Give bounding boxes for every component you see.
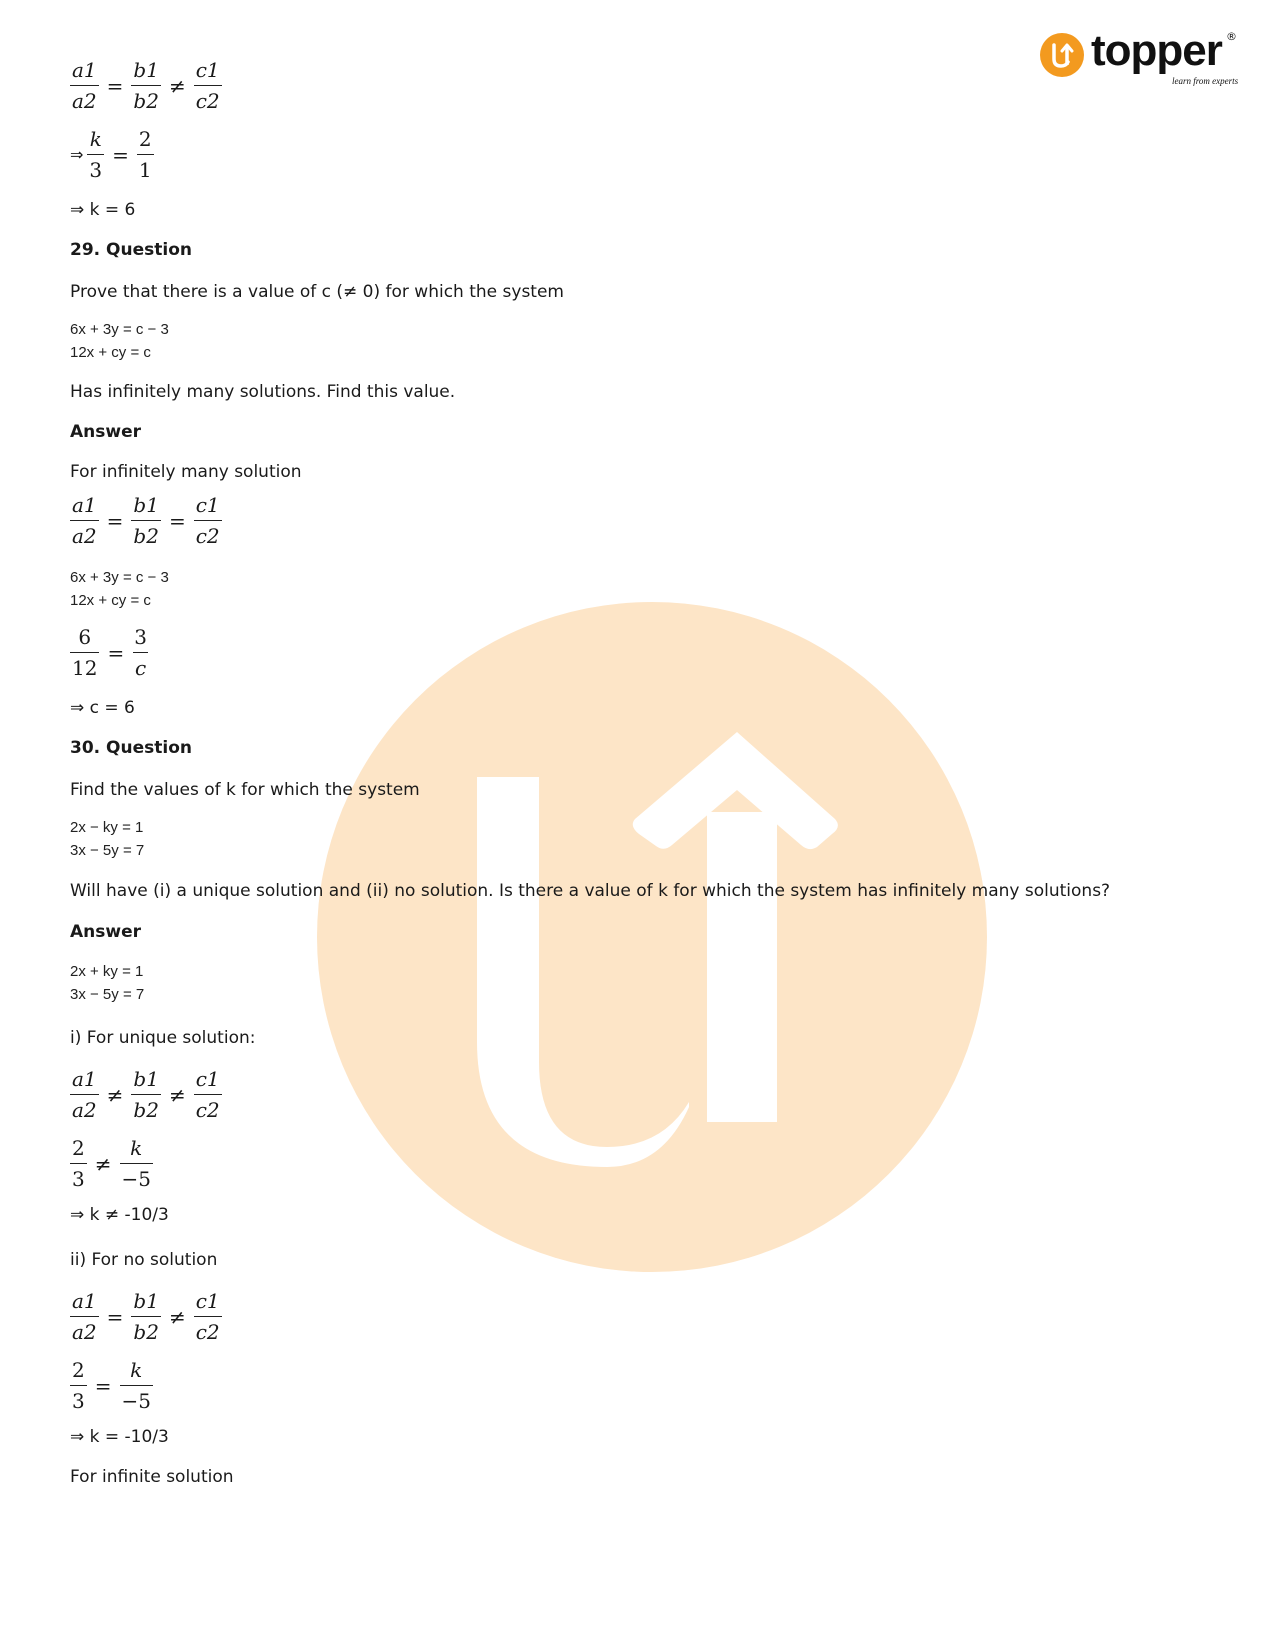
- result-line: ⇒ k = -10/3: [70, 1427, 169, 1447]
- logo-u-icon: [1040, 33, 1084, 77]
- fraction: $\frac{b1}{b2}$: [131, 1286, 161, 1347]
- logo-wordmark: topper: [1091, 26, 1222, 75]
- fraction: $\frac{2}{1}$: [137, 124, 154, 185]
- fraction: $\frac{c1}{c2}$: [194, 55, 222, 116]
- fraction: $\frac{2}{3}$: [70, 1133, 87, 1194]
- ratio-condition: $\frac{a1}{a2}$ = $\frac{b1}{b2}$ ≠ $\frac{c1}{c2}$: [70, 55, 222, 116]
- equation-system: [70, 318, 169, 364]
- fraction: $\frac{k}{-5}$: [120, 1355, 153, 1416]
- question-text: Find the values of k for which the system: [70, 780, 420, 800]
- fraction: $\frac{a1}{a2}$: [70, 1286, 99, 1347]
- fraction: $\frac{b1}{b2}$: [131, 1064, 161, 1125]
- ratio-step: ⇒ $\frac{k}{3}$ = $\frac{2}{1}$: [70, 124, 154, 185]
- fraction: $\frac{c1}{c2}$: [194, 1286, 222, 1347]
- part-label: i) For unique solution:: [70, 1028, 256, 1048]
- fraction: $\frac{k}{-5}$: [120, 1133, 153, 1194]
- equation: 3x − 5y = 7: [70, 842, 145, 859]
- fraction: $\frac{b1}{b2}$: [131, 490, 161, 551]
- result-line: ⇒ k ≠ -10/3: [70, 1205, 169, 1225]
- equation-system: [70, 816, 144, 862]
- watermark-logo: [317, 602, 987, 1272]
- equation-system: [70, 566, 169, 612]
- equation: 2x + ky = 1: [70, 963, 144, 980]
- ratio-condition: $\frac{a1}{a2}$ = $\frac{b1}{b2}$ ≠ $\frac{c1}{c2}$: [70, 1286, 222, 1347]
- answer-text: For infinitely many solution: [70, 462, 302, 482]
- result-line: ⇒ k = 6: [70, 200, 136, 220]
- ratio-condition: $\frac{a1}{a2}$ = $\frac{b1}{b2}$ = $\frac{c1}{c2}$: [70, 490, 222, 551]
- registered-mark: ®: [1226, 30, 1237, 43]
- equation: 12x + cy = c: [70, 592, 151, 609]
- fraction: $\frac{6}{12}$: [70, 622, 99, 683]
- fraction: $\frac{a1}{a2}$: [70, 55, 99, 116]
- answer-heading: Answer: [70, 422, 141, 442]
- question-text: Has infinitely many solutions. Find this value.: [70, 382, 456, 402]
- ratio-step: $\frac{6}{12}$ = $\frac{3}{c}$: [70, 622, 149, 683]
- part-label: For infinite solution: [70, 1467, 234, 1487]
- fraction: $\frac{c1}{c2}$: [194, 490, 222, 551]
- equation: 3x − 5y = 7: [70, 986, 145, 1003]
- fraction: $\frac{a1}{a2}$: [70, 490, 99, 551]
- equation: 6x + 3y = c − 3: [70, 321, 169, 338]
- ratio-step: $\frac{2}{3}$ ≠ $\frac{k}{-5}$: [70, 1133, 153, 1194]
- topper-logo: [1040, 26, 1240, 90]
- fraction: $\frac{a1}{a2}$: [70, 1064, 99, 1125]
- question-heading: 29. Question: [70, 240, 192, 260]
- fraction: $\frac{3}{c}$: [132, 622, 149, 683]
- equation-system: [70, 960, 144, 1006]
- equation: 12x + cy = c: [70, 344, 151, 361]
- fraction: $\frac{k}{3}$: [87, 124, 104, 185]
- equation: 2x − ky = 1: [70, 819, 144, 836]
- fraction: $\frac{b1}{b2}$: [131, 55, 161, 116]
- result-line: ⇒ c = 6: [70, 698, 135, 718]
- question-text: Prove that there is a value of c (≠ 0) for which the system: [70, 282, 564, 302]
- fraction: $\frac{2}{3}$: [70, 1355, 87, 1416]
- question-heading: 30. Question: [70, 738, 192, 758]
- equation: 6x + 3y = c − 3: [70, 569, 169, 586]
- question-text: Will have (i) a unique solution and (ii) no solution. Is there a value of k for which the system has infinitely many solutions?: [70, 881, 1111, 901]
- logo-tagline: learn from experts: [1172, 76, 1239, 86]
- ratio-step: $\frac{2}{3}$ = $\frac{k}{-5}$: [70, 1355, 153, 1416]
- part-label: ii) For no solution: [70, 1250, 218, 1270]
- fraction: $\frac{c1}{c2}$: [194, 1064, 222, 1125]
- ratio-condition: $\frac{a1}{a2}$ ≠ $\frac{b1}{b2}$ ≠ $\frac{c1}{c2}$: [70, 1064, 222, 1125]
- answer-heading: Answer: [70, 922, 141, 942]
